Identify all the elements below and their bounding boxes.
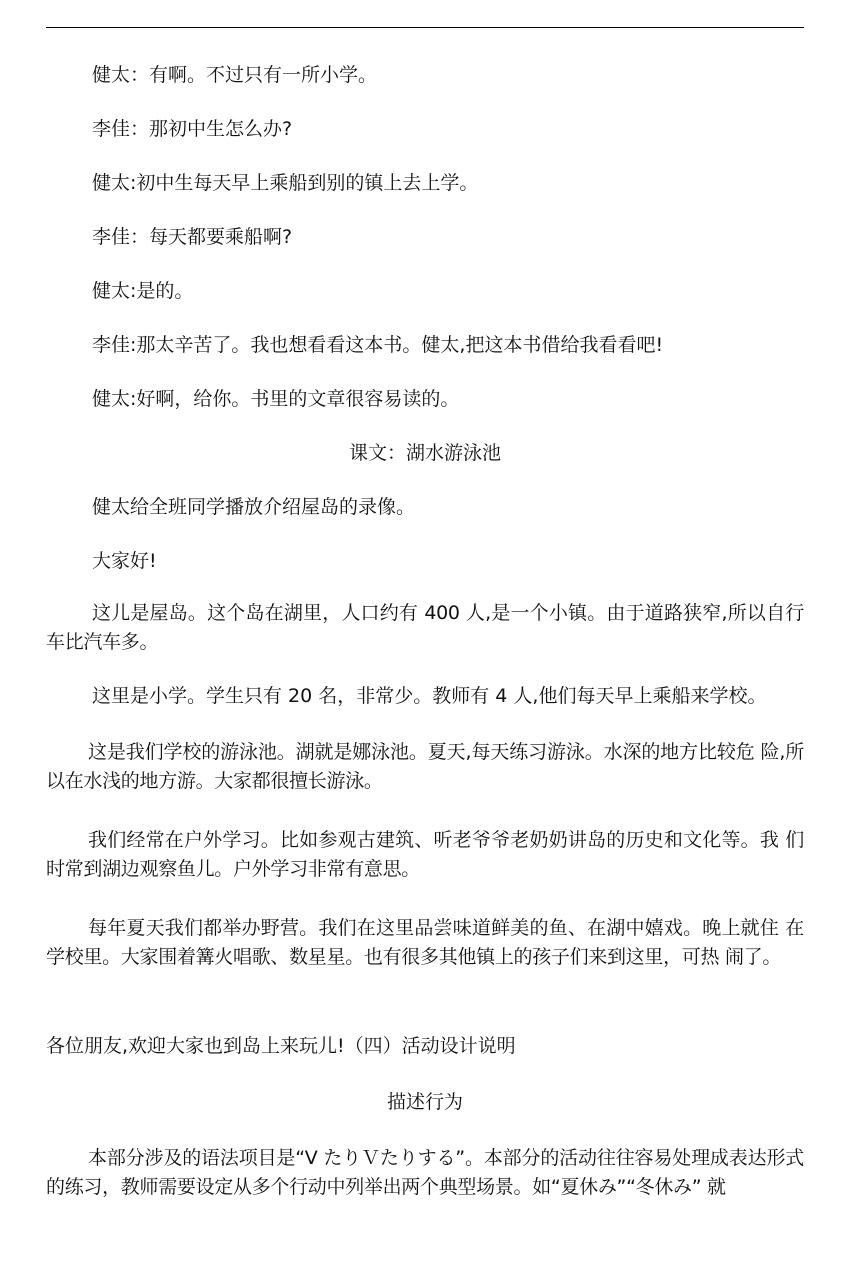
lesson-paragraph: 大家好! <box>92 550 157 572</box>
dialogue-line: 李佳:那太辛苦了。我也想看看这本书。健太,把这本书借给我看看吧! <box>92 334 664 356</box>
closing-line: 各位朋友,欢迎大家也到岛上来玩儿!（四）活动设计说明 <box>46 1035 516 1057</box>
dialogue-line: 健太：有啊。不过只有一所小学。 <box>92 64 378 86</box>
section-paragraph: 本部分涉及的语法项目是“V たりＶたりする”。本部分的活动往往容易处理成表达形式的练习，教师需要设定从多个行动中列举出两个典型场景。如“夏休み”“冬休み” 就 <box>46 1147 804 1198</box>
lesson-paragraph: 健太给全班同学播放介绍屋岛的录像。 <box>92 496 416 518</box>
lesson-paragraph: 这是我们学校的游泳池。湖就是娜泳池。夏天,每天练习游泳。水深的地方比较危 险,所以在水浅的地方游。大家都很擅长游泳。 <box>46 741 804 792</box>
dialogue-line: 健太:是的。 <box>92 280 194 302</box>
dialogue-line: 健太:初中生每天早上乘船到别的镇上去上学。 <box>92 172 479 194</box>
lesson-paragraph: 我们经常在户外学习。比如参观古建筑、听老爷爷老奶奶讲岛的历史和文化等。我 们时常到湖边观察鱼儿。户外学习非常有意思。 <box>46 829 804 880</box>
dialogue-line: 李佳：那初中生怎么办? <box>92 118 293 140</box>
section-title: 描述行为 <box>386 1091 463 1113</box>
dialogue-line: 健太:好啊，给你。书里的文章很容易读的。 <box>92 388 460 410</box>
dialogue-line: 李佳：每天都要乘船啊? <box>92 226 293 248</box>
lesson-paragraph: 这里是小学。学生只有 20 名，非常少。教师有 4 人,他们每天早上乘船来学校。 <box>92 685 767 707</box>
header-rule <box>46 27 804 28</box>
lesson-title: 课文：湖水游泳池 <box>348 442 501 464</box>
lesson-paragraph: 这儿是屋岛。这个岛在湖里，人口约有 400 人,是一个小镇。由于道路狭窄,所以自行车比汽车多。 <box>46 602 804 653</box>
lesson-paragraph: 每年夏天我们都举办野营。我们在这里品尝味道鲜美的鱼、在湖中嬉戏。晚上就住 在学校里。大家围着篝火唱歌、数星星。也有很多其他镇上的孩子们来到这里，可热 闹了。 <box>46 917 804 968</box>
